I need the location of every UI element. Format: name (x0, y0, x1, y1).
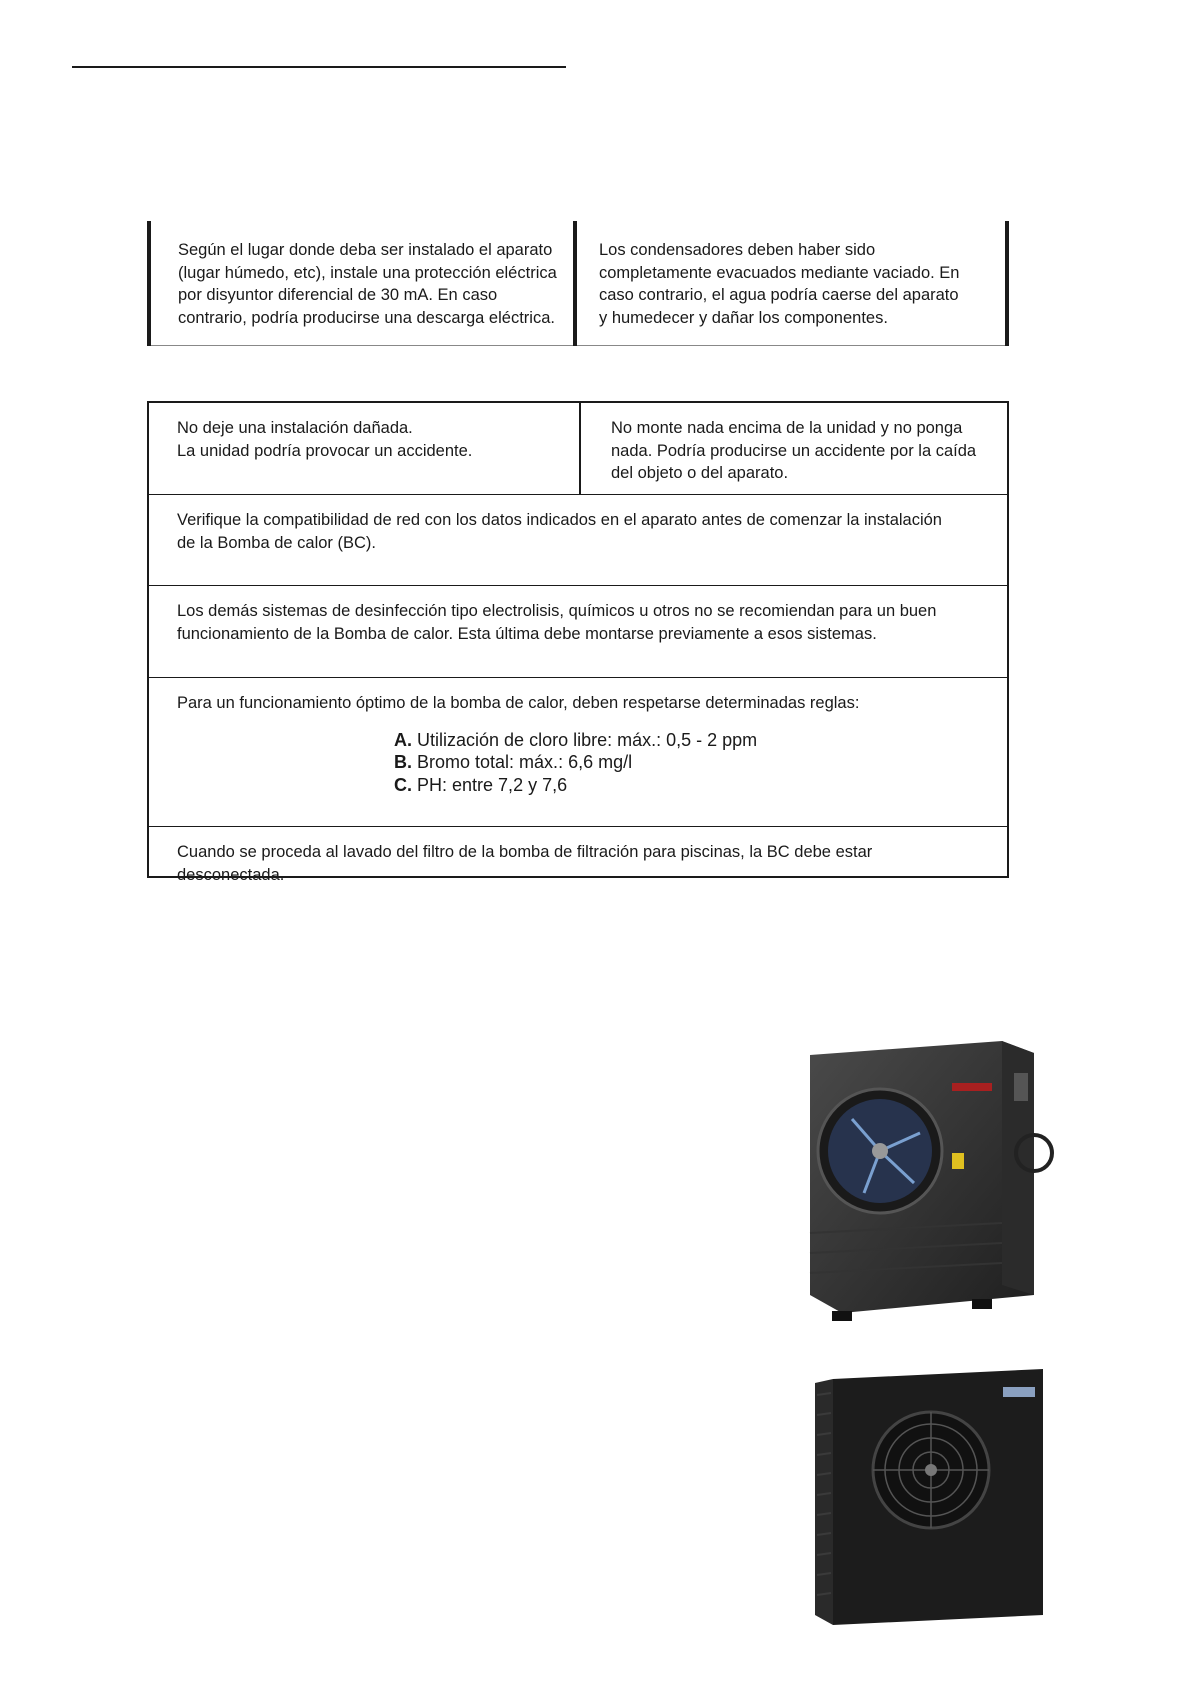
rule-item: C. PH: entre 7,2 y 7,6 (394, 774, 568, 795)
header-rule (72, 66, 566, 68)
warning-cell-condensers: Los condensadores deben haber sido completamente evacuados mediante vaciado. En caso contrario, el agua podría caerse del aparato y humedecer y dañar los componentes. (577, 221, 1009, 346)
rule-item: B. Bromo total: máx.: 6,6 mg/l (394, 752, 633, 772)
heat-pump-image-1 (802, 1033, 1062, 1333)
warning-row-network: Verifique la compatibilidad de red con los datos indicados en el aparato antes de comenzar la instalación de la Bomba de calor (BC). (149, 495, 1007, 586)
rule-item: A. Utilización de cloro libre: máx.: 0,5 - 2 ppm (394, 729, 758, 750)
rules-list (394, 729, 983, 797)
warning-row-filter: Cuando se proceda al lavado del filtro de la bomba de filtración para piscinas, la BC debe estar desconectada. (177, 843, 873, 884)
warning-cell-nothing-on-top: No monte nada encima de la unidad y no ponga nada. Podría producirse un accidente por la caída del objeto o del aparato. (611, 419, 977, 482)
warning-table-2 (147, 401, 1009, 884)
heat-pump-image-2 (813, 1365, 1063, 1625)
warning-cell-damaged-install: No deje una instalación dañada. La unidad podría provocar un accidente. (149, 403, 581, 494)
warning-row-disinfection: Los demás sistemas de desinfección tipo electrolisis, químicos u otros no se recomiendan para un buen funcionamiento de la Bomba de calor. Esta última debe montarse previamente a esos sistemas. (149, 586, 1007, 678)
warning-row-damage (149, 403, 1007, 495)
warning-row-rules: Para un funcionamiento óptimo de la bomba de calor, deben respetarse determinadas reglas: A. Utilización de cloro libre: máx.: 0,5 - 2 ppm B. Bromo total: máx.: 6,6 mg/l C. PH: entre 7,2 y 7,6 (149, 678, 1007, 827)
warning-table-1 (147, 221, 1009, 346)
warning-cell-electrical: Según el lugar donde deba ser instalado el aparato (lugar húmedo, etc), instale una protección eléctrica por disyuntor diferencial de 30 mA. En caso contrario, podría producirse una descarga eléctrica. (147, 221, 577, 346)
